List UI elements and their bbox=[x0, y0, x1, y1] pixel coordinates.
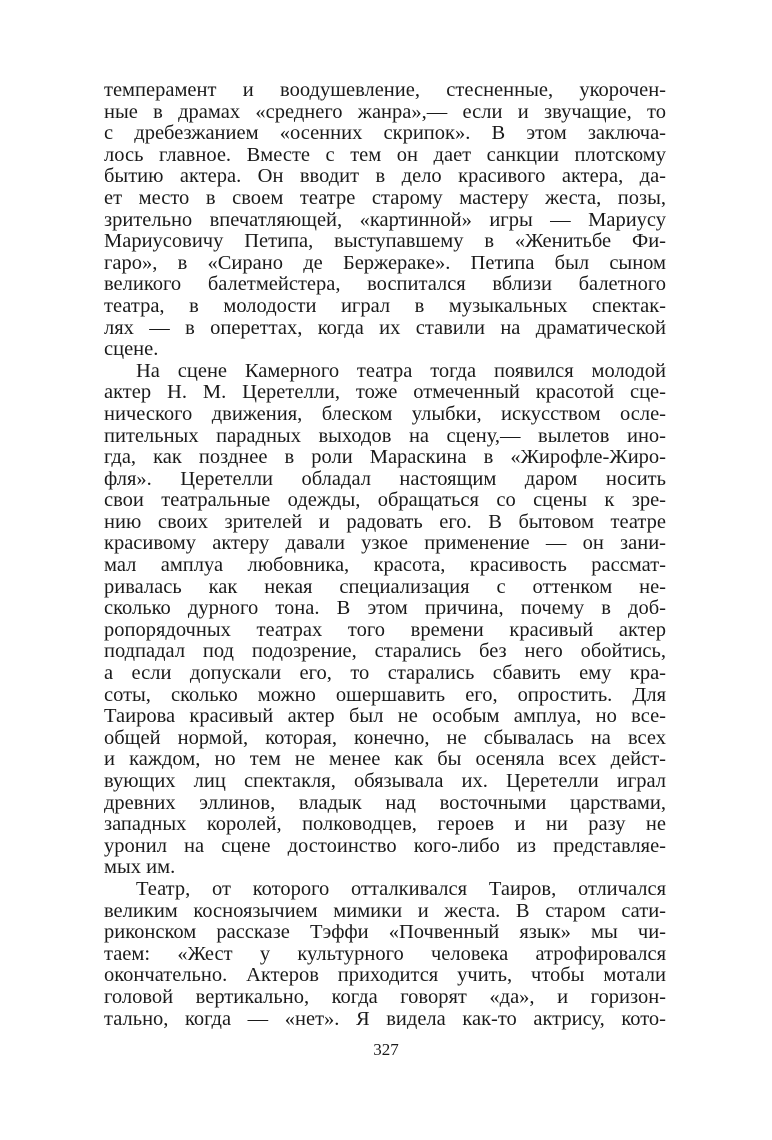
text-line: актер Н. М. Церетелли, тоже отмеченный красотой сце- bbox=[104, 381, 666, 404]
text-line: лях — в опереттах, когда их ставили на драматической bbox=[104, 316, 666, 339]
text-line: нию своих зрителей и радовать его. В бытовом театре bbox=[104, 510, 666, 533]
text-line: сколько дурного тона. В этом причина, почему в доб- bbox=[104, 597, 666, 620]
text-line: На сцене Камерного театра тогда появился молодой bbox=[136, 359, 666, 382]
text-line: Театр, от которого отталкивался Таиров, отличался bbox=[136, 877, 666, 900]
paragraph bbox=[104, 879, 666, 1030]
text-line: красивому актеру давали узкое применение — он зани- bbox=[104, 532, 666, 555]
text-line: гаро», в «Сирано де Бержераке». Петипа был сыном bbox=[104, 251, 666, 274]
text-line: ные в драмах «среднего жанра»,— если и звучащие, то bbox=[104, 100, 666, 123]
text-line: темперамент и воодушевление, стесненные, укорочен- bbox=[104, 79, 666, 101]
text-line: гда, как позднее в роли Мараскина в «Жирофле-Жиро- bbox=[104, 446, 666, 469]
text-line: фля». Церетелли обладал настоящим даром носить bbox=[104, 467, 666, 490]
text-line: свои театральные одежды, обращаться со сцены к зре- bbox=[104, 489, 666, 512]
page-text bbox=[104, 80, 666, 1030]
text-line: ривалась как некая специализация с оттенком не- bbox=[104, 575, 666, 598]
text-line: западных королей, полководцев, героев и ни разу не bbox=[104, 813, 666, 836]
text-line: мал амплуа любовника, красота, красивость рассмат- bbox=[104, 554, 666, 577]
text-line: таем: «Жест у культурного человека атрофировался bbox=[104, 942, 666, 965]
text-line: тально, когда — «нет». Я видела как-то актрису, кото- bbox=[104, 1007, 666, 1030]
text-line: а если допускали его, то старались сбавить ему кра- bbox=[104, 662, 666, 685]
text-line: головой вертикально, когда говорят «да», и горизон- bbox=[104, 985, 666, 1008]
page-number: 327 bbox=[373, 1040, 399, 1059]
paragraph bbox=[104, 80, 666, 361]
text-line: Мариусовичу Петипа, выступавшему в «Женитьбе Фи- bbox=[104, 230, 666, 253]
text-line: ропорядочных театрах того времени красивый актер bbox=[104, 618, 666, 641]
text-line: великого балетмейстера, воспитался вблизи балетного bbox=[104, 273, 666, 296]
text-line: древних эллинов, владык над восточными царствами, bbox=[104, 791, 666, 814]
text-line: окончательно. Актеров приходится учить, чтобы мотали bbox=[104, 964, 666, 987]
text-line: общей нормой, которая, конечно, не сбывалась на всех bbox=[104, 726, 666, 749]
text-line: театра, в молодости играл в музыкальных спектак- bbox=[104, 294, 666, 317]
text-line: зрительно впечатляющей, «картинной» игры — Мариусу bbox=[104, 208, 666, 231]
text-line: мых им. bbox=[104, 856, 176, 879]
text-line: риконском рассказе Тэффи «Почвенный язык» мы чи- bbox=[104, 921, 666, 944]
paragraph bbox=[104, 361, 666, 879]
text-line: нического движения, блеском улыбки, искусством осле- bbox=[104, 402, 666, 425]
text-line: сцене. bbox=[104, 338, 159, 361]
text-line: уронил на сцене достоинство кого-либо из представляе- bbox=[104, 834, 666, 857]
text-line: с дребезжанием «осенних скрипок». В этом заключа- bbox=[104, 122, 666, 145]
text-line: и каждом, но тем не менее как бы осеняла всех дейст- bbox=[104, 748, 666, 771]
text-line: Таирова красивый актер был не особым амплуа, но все- bbox=[104, 705, 666, 728]
text-line: пительных парадных выходов на сцену,— вылетов ино- bbox=[104, 424, 666, 447]
text-line: подпадал под подозрение, старались без него обойтись, bbox=[104, 640, 666, 663]
text-line: вующих лиц спектакля, обязывала их. Церетелли играл bbox=[104, 770, 666, 792]
text-line: соты, сколько можно ошершавить его, опростить. Для bbox=[104, 683, 666, 706]
text-line: ет место в своем театре старому мастеру жеста, позы, bbox=[104, 186, 666, 209]
text-line: лось главное. Вместе с тем он дает санкции плотскому bbox=[104, 143, 666, 166]
text-line: бытию актера. Он вводит в дело красивого актера, да- bbox=[104, 165, 666, 188]
text-line: великим косноязычием мимики и жеста. В старом сати- bbox=[104, 899, 666, 922]
